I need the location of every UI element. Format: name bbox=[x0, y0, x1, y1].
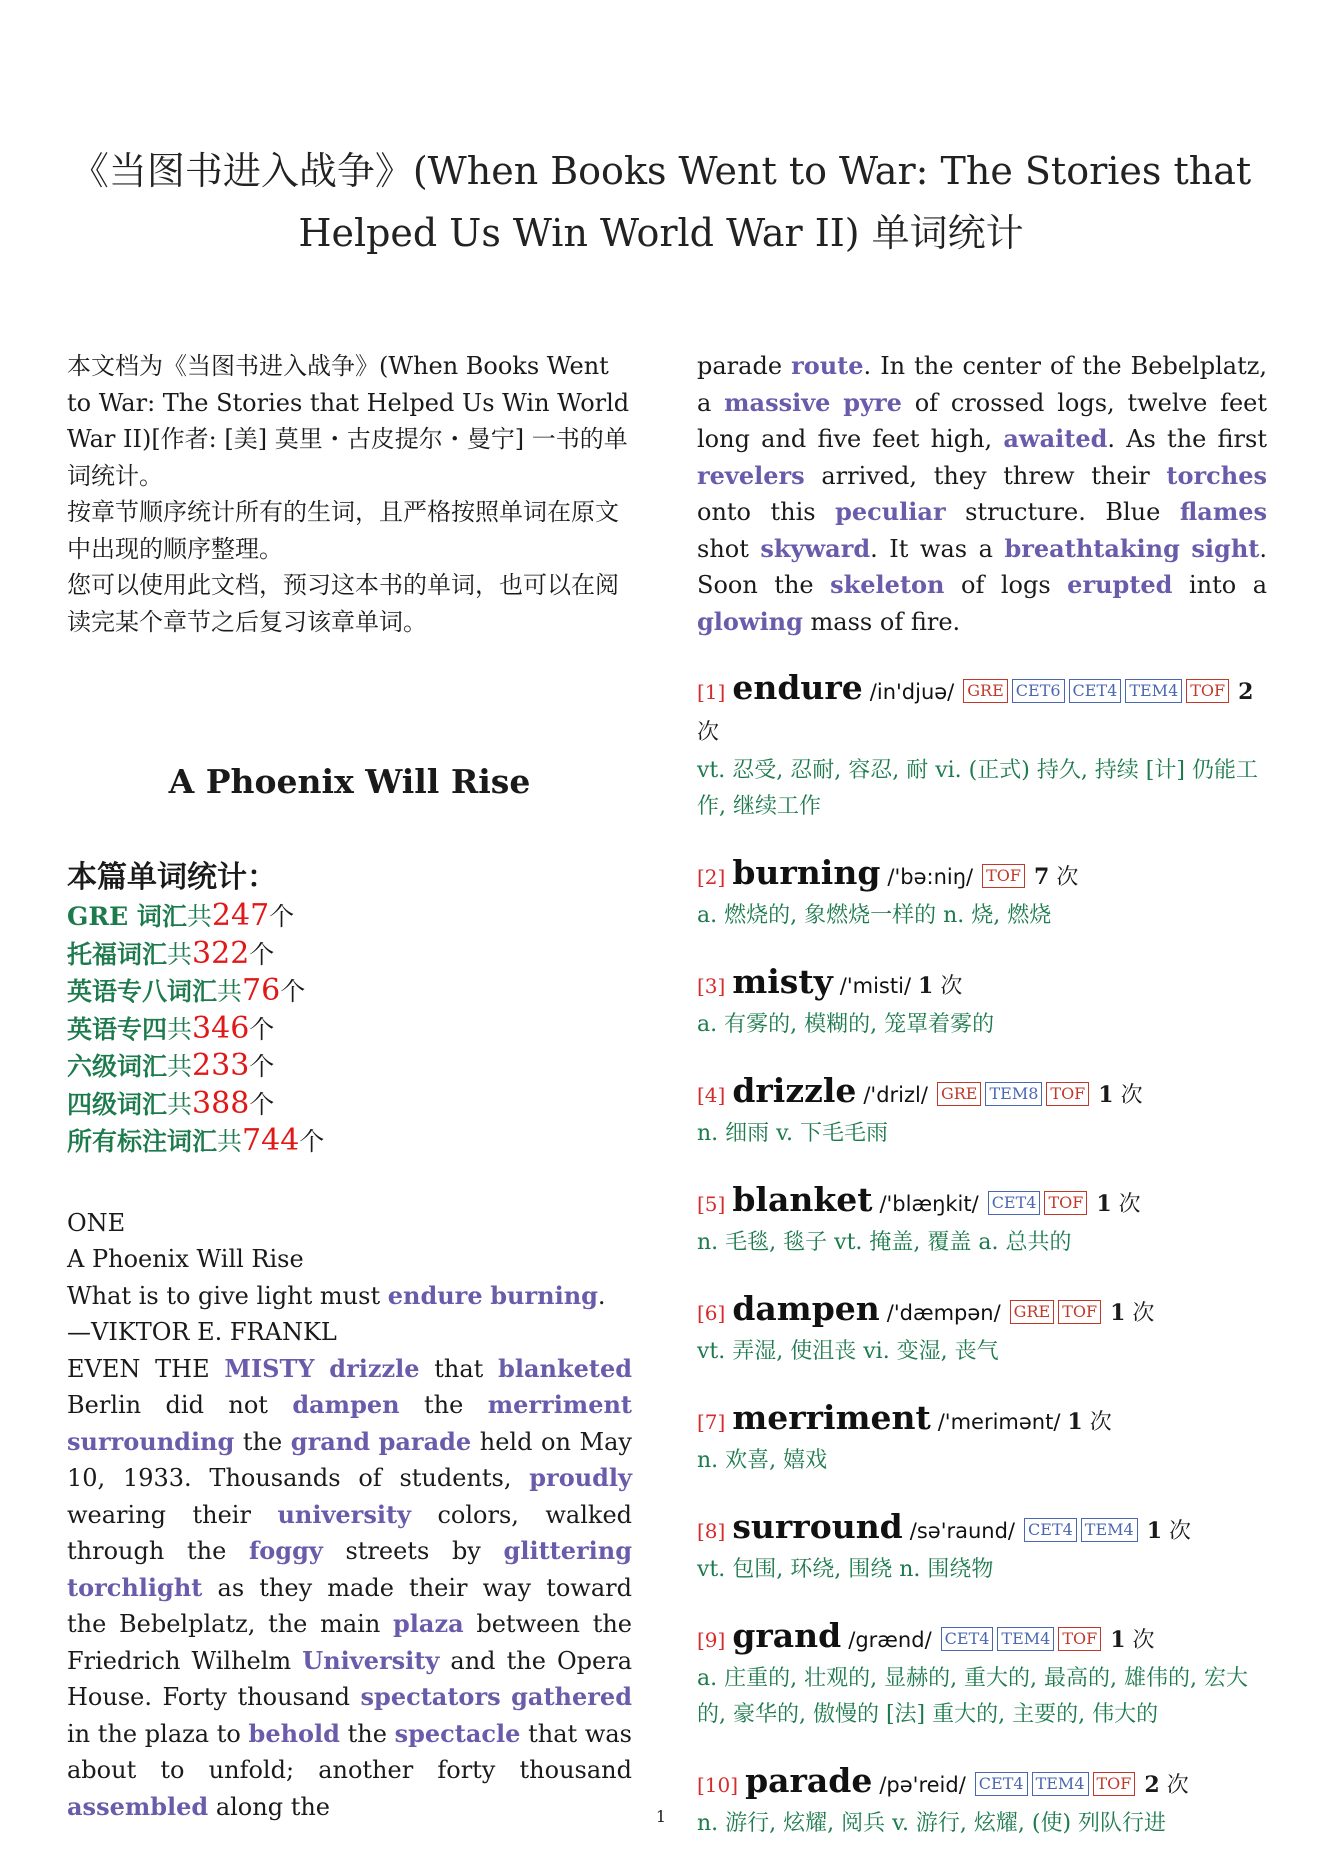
text-run bbox=[501, 1683, 512, 1711]
entry-phonetic: /'blæŋkit/ bbox=[879, 1192, 979, 1216]
stat-gong: 共 bbox=[217, 1127, 243, 1156]
vocab-entry bbox=[697, 1398, 1267, 1479]
exam-tag: TEM4 bbox=[1032, 1772, 1089, 1796]
entry-word: dampen bbox=[732, 1289, 880, 1328]
stat-gong: 共 bbox=[186, 902, 212, 931]
keyword: endure bbox=[387, 1280, 483, 1310]
stat-row bbox=[67, 1123, 632, 1161]
text-run: wearing their bbox=[67, 1500, 278, 1529]
keyword: proudly bbox=[529, 1463, 632, 1492]
entry-phonetic: /'dæmpən/ bbox=[886, 1301, 1001, 1325]
stat-unit: 个 bbox=[269, 902, 295, 931]
keyword: blanketed bbox=[498, 1353, 632, 1383]
vocab-entry-header bbox=[697, 1616, 1267, 1661]
keyword: spectators bbox=[360, 1682, 501, 1711]
text-run: the bbox=[399, 1391, 488, 1419]
vocab-entry-header bbox=[697, 1507, 1267, 1552]
entry-count bbox=[1034, 865, 1078, 890]
entry-word: grand bbox=[732, 1616, 842, 1655]
entry-index: [3] bbox=[697, 974, 726, 998]
stat-count: 744 bbox=[242, 1123, 300, 1158]
entry-index: [9] bbox=[697, 1628, 726, 1652]
stat-count: 388 bbox=[192, 1085, 250, 1121]
stat-label: 英语专八词汇 bbox=[67, 977, 218, 1006]
stat-row bbox=[67, 1048, 632, 1086]
entry-count-number: 2 bbox=[1144, 1772, 1160, 1798]
vocab-entry bbox=[697, 1761, 1267, 1842]
vocab-list bbox=[697, 668, 1267, 1842]
vocab-entry-header bbox=[697, 668, 1267, 753]
entry-phonetic: /pə'reid/ bbox=[879, 1773, 966, 1797]
entry-count-number: 2 bbox=[1238, 679, 1254, 705]
vocab-entry-header bbox=[697, 1761, 1267, 1806]
title-line-1: 《当图书进入战争》(When Books Went to War: The Stories that bbox=[70, 149, 1252, 193]
entry-count-suffix: 次 bbox=[1169, 1519, 1192, 1544]
entry-phonetic: /'bə:niŋ/ bbox=[887, 865, 974, 889]
chapter-number: ONE bbox=[67, 1208, 126, 1237]
keyword: torches bbox=[1166, 460, 1267, 490]
text-run: the bbox=[339, 1719, 395, 1748]
entry-word: drizzle bbox=[732, 1071, 857, 1110]
stat-row bbox=[67, 1011, 632, 1049]
text-run: that bbox=[419, 1354, 499, 1383]
entry-definition: a. 庄重的, 壮观的, 显赫的, 重大的, 最高的, 雄伟的, 宏大的, 豪华的, 傲慢的 [法] 重大的, 主要的, 伟大的 bbox=[697, 1666, 1249, 1727]
entry-phonetic: /'merimənt/ bbox=[937, 1410, 1061, 1434]
stat-row bbox=[67, 936, 632, 974]
keyword: assembled bbox=[67, 1791, 209, 1821]
exam-tag: GRE bbox=[963, 679, 1008, 703]
keyword: breathtaking bbox=[1004, 533, 1180, 563]
entry-phonetic: /'misti/ bbox=[839, 974, 912, 998]
entry-count bbox=[1098, 1083, 1142, 1108]
vocab-entry-header bbox=[697, 1398, 1267, 1443]
entry-definition: vt. 忍受, 忍耐, 容忍, 耐 vi. (正式) 持久, 持续 [计] 仍能工作, 继续工作 bbox=[697, 758, 1258, 819]
keyword: grand bbox=[290, 1426, 370, 1456]
stat-row bbox=[67, 1086, 632, 1124]
stat-label: 四级词汇 bbox=[67, 1089, 168, 1119]
intro-paragraph: 本文档为《当图书进入战争》(When Books Went to War: The Stories that Helped Us Win World War II)[作者: [美] 莫里・古皮提尔・曼宁] 一书的单词统计。 bbox=[67, 352, 630, 490]
stat-label: 英语专四 bbox=[67, 1014, 168, 1044]
entry-count bbox=[918, 974, 962, 999]
entry-definition: a. 有雾的, 模糊的, 笼罩着雾的 bbox=[697, 1012, 995, 1037]
entry-index: [2] bbox=[697, 865, 726, 889]
entry-word: parade bbox=[745, 1761, 873, 1800]
exam-tag: TOF bbox=[1186, 679, 1229, 703]
page-number: 1 bbox=[655, 1807, 667, 1826]
keyword: foggy bbox=[248, 1536, 323, 1565]
text-run: between the Friedrich Wilhelm bbox=[67, 1610, 633, 1675]
exam-tag: TOF bbox=[982, 864, 1025, 888]
text-run: onto this bbox=[697, 498, 836, 526]
vocab-entry-header bbox=[697, 1071, 1267, 1116]
exam-tag: GRE bbox=[1010, 1300, 1055, 1324]
text-run: shot bbox=[697, 534, 761, 563]
exam-tag: TEM8 bbox=[985, 1082, 1042, 1106]
vocab-entry-header bbox=[697, 962, 1267, 1007]
entry-index: [5] bbox=[697, 1192, 726, 1216]
stat-label: 六级词汇 bbox=[67, 1052, 168, 1081]
text-run bbox=[315, 1355, 330, 1383]
stat-count: 233 bbox=[192, 1048, 250, 1083]
vocab-entry bbox=[697, 668, 1267, 825]
exam-tag: GRE bbox=[937, 1082, 982, 1106]
entry-count bbox=[1144, 1773, 1188, 1798]
story-text bbox=[67, 1205, 632, 1826]
text-run: held on May 10, 1933. Thousands of students, bbox=[67, 1427, 632, 1492]
entry-count-suffix: 次 bbox=[1120, 1083, 1143, 1108]
stat-gong: 共 bbox=[167, 1089, 193, 1119]
epigraph: What is to give light must endure burning. bbox=[67, 1280, 606, 1310]
entry-word: surround bbox=[732, 1507, 903, 1546]
exam-tag: CET4 bbox=[941, 1627, 994, 1651]
entry-count bbox=[1096, 1192, 1140, 1217]
entry-count-suffix: 次 bbox=[940, 974, 963, 999]
stat-unit: 个 bbox=[249, 939, 275, 969]
entry-count-suffix: 次 bbox=[697, 720, 720, 745]
keyword: university bbox=[277, 1499, 411, 1529]
stat-unit: 个 bbox=[249, 1052, 275, 1081]
keyword: pyre bbox=[843, 387, 902, 417]
keyword: spectacle bbox=[394, 1718, 521, 1748]
keyword: surrounding bbox=[67, 1426, 235, 1456]
exam-tag: CET4 bbox=[975, 1772, 1028, 1796]
keyword: plaza bbox=[393, 1609, 464, 1638]
stat-count: 76 bbox=[242, 973, 281, 1008]
keyword: drizzle bbox=[329, 1353, 420, 1383]
keyword: gathered bbox=[511, 1682, 632, 1711]
stat-count: 322 bbox=[192, 935, 250, 971]
stat-unit: 个 bbox=[249, 1089, 275, 1119]
vocab-entry bbox=[697, 962, 1267, 1043]
text-run bbox=[1180, 535, 1192, 563]
exam-tag: TOF bbox=[1046, 1082, 1089, 1106]
keyword: flames bbox=[1179, 497, 1267, 526]
entry-phonetic: /in'djuə/ bbox=[869, 680, 955, 704]
text-run: that was about to unfold; another forty thousand bbox=[67, 1719, 632, 1784]
text-run: streets by bbox=[322, 1537, 504, 1565]
intro-block bbox=[67, 348, 632, 640]
text-run bbox=[830, 389, 843, 417]
stat-row bbox=[67, 973, 632, 1011]
text-run: parade bbox=[697, 352, 792, 380]
intro-paragraph: 按章节顺序统计所有的生词，且严格按照单词在原文中出现的顺序整理。 bbox=[67, 498, 619, 563]
exam-tag: TOF bbox=[1093, 1772, 1136, 1796]
entry-count-suffix: 次 bbox=[1056, 865, 1079, 890]
entry-phonetic: /grænd/ bbox=[848, 1628, 932, 1652]
story-paragraph bbox=[67, 1351, 632, 1826]
entry-phonetic: /sə'raund/ bbox=[909, 1519, 1016, 1543]
entry-word: blanket bbox=[732, 1180, 873, 1219]
entry-count bbox=[1110, 1628, 1154, 1653]
entry-definition: n. 细雨 v. 下毛毛雨 bbox=[697, 1121, 888, 1146]
entry-count bbox=[1110, 1301, 1154, 1326]
entry-count-number: 1 bbox=[1098, 1082, 1114, 1108]
vocab-entry-header bbox=[697, 853, 1267, 898]
entry-count-suffix: 次 bbox=[1166, 1773, 1189, 1798]
entry-count-number: 1 bbox=[918, 973, 934, 999]
entry-count bbox=[1147, 1519, 1191, 1544]
keyword: torchlight bbox=[67, 1572, 203, 1602]
entry-index: [10] bbox=[697, 1773, 739, 1797]
stats-list bbox=[67, 898, 632, 1161]
entry-index: [4] bbox=[697, 1083, 726, 1107]
stat-count: 346 bbox=[192, 1010, 250, 1046]
vocab-entry-header bbox=[697, 1180, 1267, 1225]
text-run: into a bbox=[1172, 571, 1268, 599]
text-run: in the plaza to bbox=[67, 1719, 249, 1748]
vocab-entry bbox=[697, 1289, 1267, 1370]
entry-phonetic: /'drizl/ bbox=[863, 1083, 928, 1107]
text-run: . It was a bbox=[870, 534, 1005, 563]
vocab-entry-header bbox=[697, 1289, 1267, 1334]
exam-tag: CET4 bbox=[1069, 679, 1122, 703]
keyword: awaited bbox=[1003, 424, 1108, 453]
stat-gong: 共 bbox=[167, 939, 193, 969]
exam-tag: TOF bbox=[1044, 1191, 1087, 1215]
text-run: Berlin did not bbox=[67, 1391, 293, 1419]
stat-unit: 个 bbox=[249, 1014, 275, 1044]
stat-label: 托福词汇 bbox=[67, 939, 168, 969]
entry-count bbox=[1067, 1410, 1111, 1435]
keyword: merriment bbox=[487, 1390, 633, 1419]
entry-count-suffix: 次 bbox=[1089, 1410, 1112, 1435]
stat-gong: 共 bbox=[167, 1014, 193, 1044]
keyword: route bbox=[791, 351, 864, 380]
entry-definition: vt. 弄湿, 使沮丧 vi. 变湿, 丧气 bbox=[697, 1339, 999, 1364]
keyword: peculiar bbox=[835, 497, 946, 526]
text-run: . Soon the bbox=[697, 534, 1268, 599]
exam-tag: CET6 bbox=[1012, 679, 1065, 703]
chapter-title: A Phoenix Will Rise bbox=[168, 762, 531, 801]
keyword: behold bbox=[248, 1718, 340, 1748]
entry-word: burning bbox=[732, 853, 881, 892]
entry-word: endure bbox=[732, 668, 863, 707]
entry-word: merriment bbox=[732, 1398, 931, 1437]
vocab-entry bbox=[697, 1507, 1267, 1588]
vocab-entry bbox=[697, 853, 1267, 934]
text-run: the bbox=[234, 1427, 291, 1456]
entry-definition: n. 欢喜, 嬉戏 bbox=[697, 1448, 828, 1473]
stat-gong: 共 bbox=[217, 977, 243, 1006]
right-column bbox=[697, 348, 1267, 1842]
entry-count-number: 7 bbox=[1034, 864, 1050, 890]
entry-count-number: 1 bbox=[1096, 1191, 1112, 1217]
entry-index: [6] bbox=[697, 1301, 726, 1325]
entry-word: misty bbox=[732, 962, 833, 1001]
entry-definition: n. 毛毯, 毯子 vt. 掩盖, 覆盖 a. 总共的 bbox=[697, 1230, 1072, 1255]
text-run: of crossed logs, twelve feet long and five feet high, bbox=[697, 388, 1268, 453]
text-run: as they made their way toward the Bebelplatz, the main bbox=[67, 1573, 632, 1638]
keyword: erupted bbox=[1067, 570, 1173, 599]
vocab-entry bbox=[697, 1071, 1267, 1152]
stat-label: GRE 词汇 bbox=[67, 902, 187, 931]
chapter-subtitle: A Phoenix Will Rise bbox=[67, 1245, 304, 1273]
stat-unit: 个 bbox=[299, 1127, 325, 1156]
entry-count-number: 1 bbox=[1110, 1627, 1126, 1653]
keyword: dampen bbox=[292, 1390, 400, 1419]
epigraph-author: —VIKTOR E. FRANKL bbox=[67, 1318, 337, 1346]
vocab-entry bbox=[697, 1616, 1267, 1733]
intro-paragraph: 您可以使用此文档，预习这本书的单词，也可以在阅读完某个章节之后复习该章单词。 bbox=[67, 571, 619, 636]
keyword: skyward bbox=[760, 533, 871, 563]
document-title bbox=[70, 140, 1252, 264]
stat-unit: 个 bbox=[280, 977, 306, 1006]
keyword: skeleton bbox=[830, 570, 945, 599]
entry-definition: n. 游行, 炫耀, 阅兵 v. 游行, 炫耀, (使) 列队行进 bbox=[697, 1811, 1167, 1836]
stat-count: 247 bbox=[211, 898, 270, 933]
keyword: sight bbox=[1191, 533, 1260, 563]
text-run: arrived, they threw their bbox=[804, 461, 1167, 490]
exam-tag: TOF bbox=[1058, 1300, 1101, 1324]
exam-tag: CET4 bbox=[988, 1191, 1041, 1215]
keyword: burning bbox=[490, 1280, 598, 1310]
entry-index: [7] bbox=[697, 1410, 726, 1434]
exam-tag: TOF bbox=[1058, 1627, 1101, 1651]
entry-count-number: 1 bbox=[1110, 1300, 1126, 1326]
text-run: structure. Blue bbox=[945, 498, 1180, 526]
left-column bbox=[67, 348, 632, 1825]
text-run: . In the center of the Bebelplatz, a bbox=[697, 352, 1267, 417]
stat-label: 所有标注词汇 bbox=[67, 1127, 218, 1156]
exam-tag: TEM4 bbox=[1081, 1518, 1138, 1542]
exam-tag: CET4 bbox=[1024, 1518, 1077, 1542]
entry-definition: vt. 包围, 环绕, 围绕 n. 围绕物 bbox=[697, 1557, 994, 1582]
text-run bbox=[370, 1428, 379, 1456]
title-line-2: Helped Us Win World War II) 单词统计 bbox=[298, 211, 1024, 255]
exam-tag: TEM4 bbox=[997, 1627, 1054, 1651]
keyword: massive bbox=[724, 387, 831, 417]
text-run: EVEN THE bbox=[67, 1354, 225, 1383]
keyword: revelers bbox=[697, 460, 805, 490]
text-run: of logs bbox=[944, 571, 1068, 599]
text-run: colors, walked through the bbox=[67, 1500, 633, 1565]
keyword: glowing bbox=[697, 606, 803, 636]
vocab-entry bbox=[697, 1180, 1267, 1261]
entry-count-suffix: 次 bbox=[1118, 1192, 1141, 1217]
stat-gong: 共 bbox=[167, 1052, 193, 1081]
entry-count-number: 1 bbox=[1146, 1518, 1163, 1544]
entry-count-suffix: 次 bbox=[1132, 1628, 1155, 1653]
keyword: MISTY bbox=[224, 1353, 315, 1383]
keyword: parade bbox=[378, 1426, 472, 1456]
entry-count-number: 1 bbox=[1067, 1409, 1083, 1435]
entry-count-suffix: 次 bbox=[1132, 1301, 1155, 1326]
keyword: glittering bbox=[503, 1536, 632, 1565]
exam-tag: TEM4 bbox=[1125, 679, 1182, 703]
text-run: mass of fire. bbox=[802, 607, 961, 636]
keyword: University bbox=[302, 1645, 440, 1675]
entry-definition: a. 燃烧的, 象燃烧一样的 n. 烧, 燃烧 bbox=[697, 903, 1052, 928]
story-continuation bbox=[697, 348, 1267, 640]
text-run: along the bbox=[208, 1792, 331, 1821]
stat-row bbox=[67, 898, 632, 936]
entry-index: [8] bbox=[697, 1519, 726, 1543]
entry-index: [1] bbox=[697, 680, 726, 704]
text-run: . As the first bbox=[1107, 425, 1267, 453]
stats-heading: 本篇单词统计： bbox=[67, 860, 277, 895]
text-run: and the Opera House. Forty thousand bbox=[67, 1646, 632, 1711]
